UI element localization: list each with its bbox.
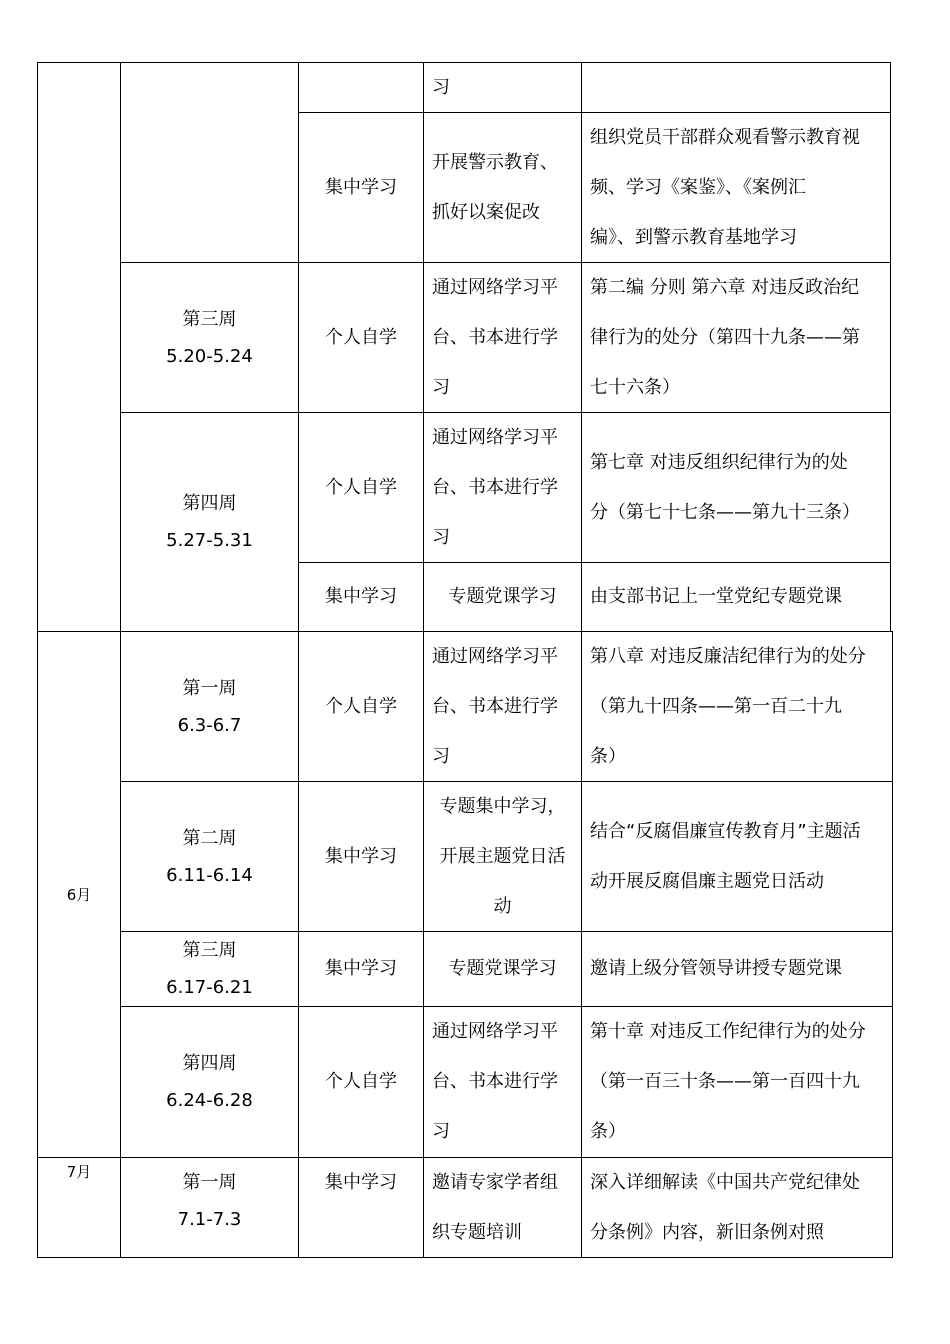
form-text: 通过网络学习平 台、书本进行学 习 (432, 426, 558, 548)
form-text: 专题集中学习， 开展主题党日活 动 (439, 795, 566, 917)
table-cell-form (424, 932, 581, 1006)
table-cell-content (590, 782, 890, 931)
column-divider (423, 62, 424, 1258)
form-text: 习 (432, 76, 450, 98)
table-cell-form (424, 563, 581, 631)
content-text: 第二编 分则 第六章 对违反政治纪 律行为的处分（第四十九条——第 七十六条） (590, 276, 860, 398)
content-text: 第八章 对违反廉洁纪律行为的处分 （第九十四条——第一百二十九 条） (590, 645, 866, 767)
form-text: 通过网络学习平 台、书本进行学 习 (432, 1021, 558, 1142)
method-text: 集中学习 (325, 845, 397, 867)
table-cell-method (299, 1158, 423, 1208)
table-cell-month (38, 632, 120, 1157)
method-text: 集中学习 (325, 1172, 397, 1193)
table-cell-form (432, 1158, 577, 1257)
content-text: 结合“反腐倡廉宣传教育月”主题活 动开展反腐倡廉主题党日活动 (590, 820, 861, 892)
content-text: 由支部书记上一堂党纪专题党课 (590, 586, 842, 607)
form-text: 通过网络学习平 台、书本进行学 习 (432, 276, 558, 398)
week-label: 第三周 (182, 308, 237, 330)
week-dates: 5.20-5.24 (166, 345, 253, 367)
table-cell-week (121, 632, 298, 781)
table-cell-content (590, 563, 886, 631)
table-cell-form (432, 632, 577, 781)
method-text: 集中学习 (325, 586, 397, 607)
table-cell-form (432, 113, 577, 262)
table-cell-content (590, 932, 890, 1006)
form-text: 专题党课学习 (448, 958, 557, 979)
table-cell-content (590, 1158, 890, 1257)
content-text: 邀请上级分管领导讲授专题党课 (590, 958, 842, 979)
week-dates: 7.1-7.3 (177, 1209, 242, 1230)
method-text: 集中学习 (325, 958, 397, 979)
week-label: 第二周 (182, 827, 237, 849)
method-text: 个人自学 (325, 695, 397, 717)
form-text: 开展警示教育、 抓好以案促改 (432, 151, 558, 223)
method-text: 集中学习 (325, 176, 397, 198)
table-border-right (890, 62, 891, 632)
week-dates: 6.17-6.21 (166, 977, 253, 998)
form-text: 邀请专家学者组 织专题培训 (432, 1172, 558, 1243)
content-text: 组织党员干部群众观看警示教育视 频、学习《案鉴》、《案例汇 编》、到警示教育基地学习 (590, 126, 860, 248)
week-label: 第一周 (182, 1172, 237, 1193)
table-cell-method (299, 263, 423, 412)
table-cell-week (121, 1007, 298, 1157)
content-text: 第七章 对违反组织纪律行为的处 分（第七十七条——第九十三条） (590, 451, 860, 523)
table-cell-content (590, 632, 890, 781)
table-cell-method (299, 413, 423, 562)
table-cell-form (432, 263, 577, 412)
table-cell-form (424, 782, 581, 931)
table-cell-method (299, 1007, 423, 1157)
week-label: 第三周 (182, 940, 237, 961)
table-cell-week (121, 782, 298, 931)
table-cell-month (38, 1162, 120, 1186)
method-text: 个人自学 (325, 326, 397, 348)
table-cell-week (121, 932, 298, 1006)
content-text: 深入详细解读《中国共产党纪律处 分条例》内容，新旧条例对照 (590, 1172, 860, 1243)
month-label: 7月 (66, 1163, 92, 1181)
table-cell-form (432, 1007, 577, 1157)
table-cell-method (299, 632, 423, 781)
table-cell-week (121, 263, 298, 412)
week-label: 第一周 (182, 677, 237, 699)
table-cell-content (590, 413, 886, 562)
table-cell-week (121, 1164, 298, 1244)
table-cell-content (590, 113, 886, 262)
form-text: 通过网络学习平 台、书本进行学 习 (432, 645, 558, 767)
table-cell-method (299, 932, 423, 1006)
week-dates: 5.27-5.31 (166, 530, 253, 551)
week-dates: 6.11-6.14 (166, 864, 253, 886)
table-cell-content (590, 263, 886, 412)
table-cell-week (121, 413, 298, 631)
table-cell-form (432, 413, 577, 562)
content-text: 第十章 对违反工作纪律行为的处分 （第一百三十条——第一百四十九 条） (590, 1021, 866, 1142)
week-dates: 6.3-6.7 (177, 714, 242, 736)
table-cell-method (299, 782, 423, 931)
method-text: 个人自学 (325, 476, 397, 498)
form-text: 专题党课学习 (448, 586, 557, 607)
table-cell-form (432, 63, 577, 112)
week-label: 第四周 (182, 493, 237, 514)
table-cell-method (299, 563, 423, 631)
table-border-right (892, 631, 893, 1258)
column-divider (581, 62, 582, 1258)
table-cell-content (590, 1007, 890, 1157)
table-cell-method (299, 113, 423, 262)
month-label: 6月 (66, 885, 92, 904)
method-text: 个人自学 (325, 1071, 397, 1092)
week-dates: 6.24-6.28 (166, 1090, 253, 1111)
week-label: 第四周 (182, 1053, 237, 1074)
